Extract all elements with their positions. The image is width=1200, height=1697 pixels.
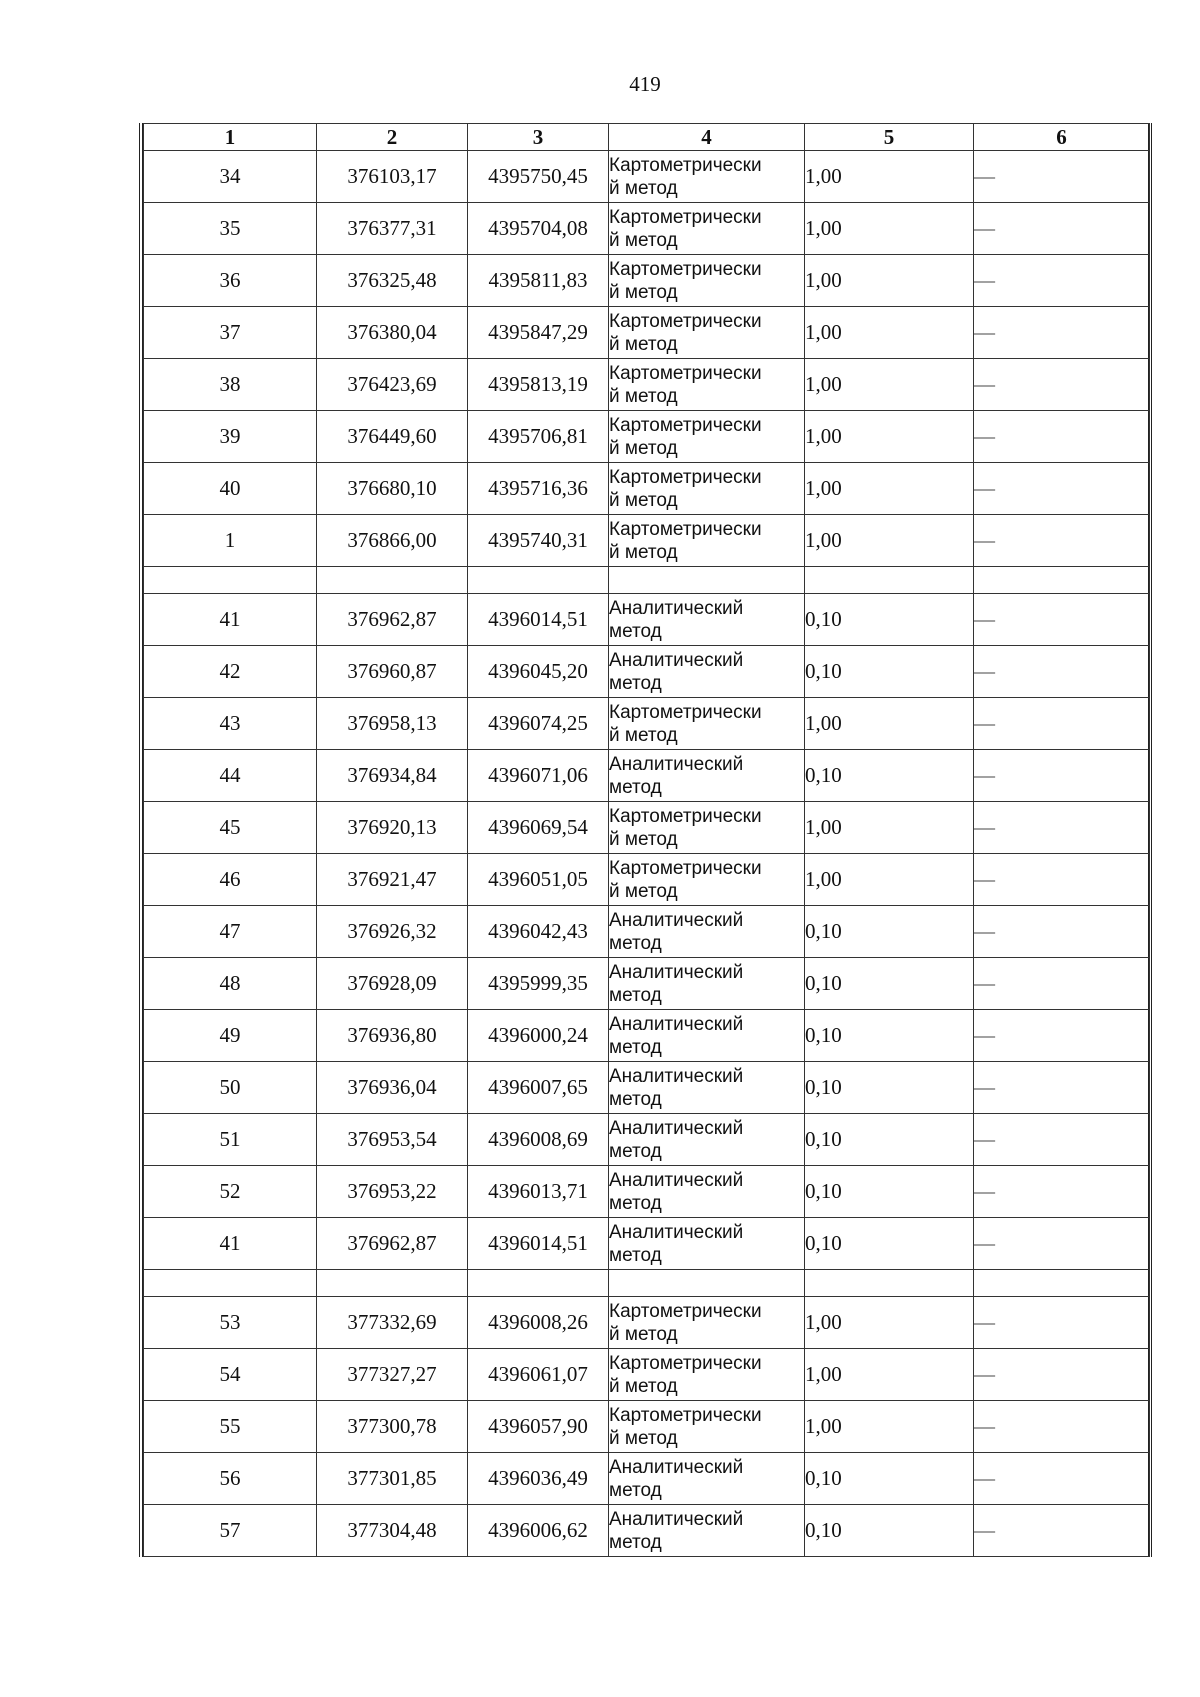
method-cell — [609, 1010, 805, 1062]
y-coordinate-cell: 4395704,08 — [468, 203, 609, 255]
y-coordinate-cell: 4396042,43 — [468, 906, 609, 958]
method-line-2: метод — [609, 1192, 662, 1214]
point-number-cell: 39 — [144, 411, 317, 463]
y-coordinate-cell: 4395999,35 — [468, 958, 609, 1010]
accuracy-cell: 1,00 — [805, 359, 974, 411]
x-coordinate-cell: 376921,47 — [317, 854, 468, 906]
table-row — [144, 1297, 1150, 1349]
method-line-2: й метод — [609, 1375, 678, 1397]
y-coordinate-cell: 4396057,90 — [468, 1401, 609, 1453]
point-number-cell: 46 — [144, 854, 317, 906]
y-coordinate-cell: 4395811,83 — [468, 255, 609, 307]
point-number-cell: 52 — [144, 1166, 317, 1218]
table-row — [144, 1453, 1150, 1505]
point-number-cell: 43 — [144, 698, 317, 750]
x-coordinate-cell: 376325,48 — [317, 255, 468, 307]
y-coordinate-cell: 4395847,29 — [468, 307, 609, 359]
accuracy-cell: 0,10 — [805, 1505, 974, 1557]
accuracy-cell: 1,00 — [805, 411, 974, 463]
table-row — [144, 411, 1150, 463]
y-coordinate-cell: 4396013,71 — [468, 1166, 609, 1218]
note-cell: — — [974, 1505, 1150, 1557]
point-number-cell: 51 — [144, 1114, 317, 1166]
note-cell: — — [974, 463, 1150, 515]
method-line-1: Аналитический — [609, 909, 744, 931]
accuracy-cell: 1,00 — [805, 1297, 974, 1349]
method-line-2: й метод — [609, 489, 678, 511]
empty-cell — [468, 567, 609, 594]
point-number-cell: 35 — [144, 203, 317, 255]
empty-cell — [805, 1270, 974, 1297]
method-cell — [609, 463, 805, 515]
point-number-cell: 36 — [144, 255, 317, 307]
table-header-row — [144, 124, 1150, 151]
accuracy-cell: 0,10 — [805, 1010, 974, 1062]
method-cell — [609, 1401, 805, 1453]
column-header: 6 — [974, 124, 1150, 151]
method-line-1: Картометрически — [609, 414, 762, 436]
method-line-1: Картометрически — [609, 701, 762, 723]
accuracy-cell: 1,00 — [805, 307, 974, 359]
point-number-cell: 42 — [144, 646, 317, 698]
x-coordinate-cell: 376936,04 — [317, 1062, 468, 1114]
point-number-cell: 41 — [144, 1218, 317, 1270]
coordinates-table-frame — [139, 123, 1152, 1557]
y-coordinate-cell: 4396014,51 — [468, 594, 609, 646]
table-row — [144, 1010, 1150, 1062]
accuracy-cell: 1,00 — [805, 1401, 974, 1453]
table-row — [144, 1401, 1150, 1453]
accuracy-cell: 1,00 — [805, 515, 974, 567]
point-number-cell: 41 — [144, 594, 317, 646]
x-coordinate-cell: 376920,13 — [317, 802, 468, 854]
y-coordinate-cell: 4396061,07 — [468, 1349, 609, 1401]
point-number-cell: 53 — [144, 1297, 317, 1349]
method-cell — [609, 906, 805, 958]
method-line-1: Аналитический — [609, 1456, 744, 1478]
method-line-2: й метод — [609, 541, 678, 563]
y-coordinate-cell: 4396074,25 — [468, 698, 609, 750]
y-coordinate-cell: 4395706,81 — [468, 411, 609, 463]
note-cell: — — [974, 515, 1150, 567]
x-coordinate-cell: 376953,22 — [317, 1166, 468, 1218]
y-coordinate-cell: 4396036,49 — [468, 1453, 609, 1505]
note-cell: — — [974, 1401, 1150, 1453]
method-line-1: Аналитический — [609, 753, 744, 775]
note-cell: — — [974, 1010, 1150, 1062]
table-row — [144, 1349, 1150, 1401]
point-number-cell: 56 — [144, 1453, 317, 1505]
method-line-2: й метод — [609, 333, 678, 355]
method-line-1: Картометрически — [609, 1300, 762, 1322]
accuracy-cell: 0,10 — [805, 958, 974, 1010]
method-line-1: Аналитический — [609, 1221, 744, 1243]
table-spacer-row — [144, 1270, 1150, 1297]
x-coordinate-cell: 376449,60 — [317, 411, 468, 463]
method-line-2: метод — [609, 1088, 662, 1110]
empty-cell — [609, 1270, 805, 1297]
x-coordinate-cell: 377300,78 — [317, 1401, 468, 1453]
method-line-2: метод — [609, 1036, 662, 1058]
note-cell: — — [974, 307, 1150, 359]
accuracy-cell: 0,10 — [805, 1453, 974, 1505]
y-coordinate-cell: 4396071,06 — [468, 750, 609, 802]
accuracy-cell: 1,00 — [805, 854, 974, 906]
method-cell — [609, 750, 805, 802]
empty-cell — [317, 1270, 468, 1297]
x-coordinate-cell: 376962,87 — [317, 594, 468, 646]
table-row — [144, 203, 1150, 255]
point-number-cell: 44 — [144, 750, 317, 802]
method-line-2: й метод — [609, 1427, 678, 1449]
empty-cell — [317, 567, 468, 594]
x-coordinate-cell: 377304,48 — [317, 1505, 468, 1557]
table-row — [144, 515, 1150, 567]
note-cell: — — [974, 151, 1150, 203]
method-line-1: Аналитический — [609, 961, 744, 983]
note-cell: — — [974, 802, 1150, 854]
method-line-2: метод — [609, 1479, 662, 1501]
accuracy-cell: 0,10 — [805, 646, 974, 698]
empty-cell — [468, 1270, 609, 1297]
table-row — [144, 1505, 1150, 1557]
point-number-cell: 47 — [144, 906, 317, 958]
table-body — [144, 124, 1150, 1557]
note-cell: — — [974, 594, 1150, 646]
y-coordinate-cell: 4395740,31 — [468, 515, 609, 567]
method-line-2: й метод — [609, 437, 678, 459]
note-cell: — — [974, 255, 1150, 307]
note-cell: — — [974, 1062, 1150, 1114]
table-row — [144, 307, 1150, 359]
method-line-1: Картометрически — [609, 466, 762, 488]
x-coordinate-cell: 376866,00 — [317, 515, 468, 567]
method-cell — [609, 1297, 805, 1349]
table-row — [144, 463, 1150, 515]
x-coordinate-cell: 377332,69 — [317, 1297, 468, 1349]
accuracy-cell: 0,10 — [805, 1062, 974, 1114]
note-cell: — — [974, 359, 1150, 411]
method-cell — [609, 359, 805, 411]
table-row — [144, 1166, 1150, 1218]
point-number-cell: 49 — [144, 1010, 317, 1062]
column-header: 2 — [317, 124, 468, 151]
point-number-cell: 37 — [144, 307, 317, 359]
table-row — [144, 854, 1150, 906]
method-line-1: Картометрически — [609, 1404, 762, 1426]
accuracy-cell: 0,10 — [805, 906, 974, 958]
method-line-2: й метод — [609, 385, 678, 407]
table-row — [144, 906, 1150, 958]
note-cell: — — [974, 411, 1150, 463]
accuracy-cell: 1,00 — [805, 463, 974, 515]
method-line-2: й метод — [609, 281, 678, 303]
method-cell — [609, 958, 805, 1010]
coordinates-table — [143, 123, 1150, 1557]
y-coordinate-cell: 4395750,45 — [468, 151, 609, 203]
method-cell — [609, 646, 805, 698]
method-cell — [609, 151, 805, 203]
empty-cell — [805, 567, 974, 594]
table-row — [144, 698, 1150, 750]
x-coordinate-cell: 377327,27 — [317, 1349, 468, 1401]
method-cell — [609, 698, 805, 750]
column-header: 3 — [468, 124, 609, 151]
x-coordinate-cell: 376423,69 — [317, 359, 468, 411]
method-line-2: й метод — [609, 828, 678, 850]
empty-cell — [144, 1270, 317, 1297]
table-row — [144, 151, 1150, 203]
y-coordinate-cell: 4396008,69 — [468, 1114, 609, 1166]
note-cell: — — [974, 1166, 1150, 1218]
method-cell — [609, 307, 805, 359]
x-coordinate-cell: 377301,85 — [317, 1453, 468, 1505]
x-coordinate-cell: 376936,80 — [317, 1010, 468, 1062]
method-line-1: Аналитический — [609, 1013, 744, 1035]
method-line-1: Картометрически — [609, 154, 762, 176]
accuracy-cell: 0,10 — [805, 1218, 974, 1270]
accuracy-cell: 0,10 — [805, 594, 974, 646]
point-number-cell: 45 — [144, 802, 317, 854]
x-coordinate-cell: 376960,87 — [317, 646, 468, 698]
table-row — [144, 646, 1150, 698]
method-line-2: метод — [609, 1531, 662, 1553]
y-coordinate-cell: 4396006,62 — [468, 1505, 609, 1557]
method-line-2: й метод — [609, 1323, 678, 1345]
method-line-2: метод — [609, 620, 662, 642]
y-coordinate-cell: 4395716,36 — [468, 463, 609, 515]
table-row — [144, 1062, 1150, 1114]
method-cell — [609, 1166, 805, 1218]
point-number-cell: 48 — [144, 958, 317, 1010]
method-cell — [609, 515, 805, 567]
y-coordinate-cell: 4396007,65 — [468, 1062, 609, 1114]
y-coordinate-cell: 4395813,19 — [468, 359, 609, 411]
note-cell: — — [974, 1453, 1150, 1505]
method-line-1: Картометрически — [609, 258, 762, 280]
note-cell: — — [974, 1297, 1150, 1349]
y-coordinate-cell: 4396014,51 — [468, 1218, 609, 1270]
table-row — [144, 1114, 1150, 1166]
point-number-cell: 50 — [144, 1062, 317, 1114]
method-cell — [609, 594, 805, 646]
accuracy-cell: 1,00 — [805, 802, 974, 854]
note-cell: — — [974, 958, 1150, 1010]
method-line-1: Аналитический — [609, 1169, 744, 1191]
empty-cell — [974, 1270, 1150, 1297]
method-cell — [609, 1453, 805, 1505]
method-line-1: Аналитический — [609, 649, 744, 671]
y-coordinate-cell: 4396045,20 — [468, 646, 609, 698]
point-number-cell: 40 — [144, 463, 317, 515]
x-coordinate-cell: 376928,09 — [317, 958, 468, 1010]
method-line-1: Аналитический — [609, 1117, 744, 1139]
method-line-2: метод — [609, 1140, 662, 1162]
accuracy-cell: 1,00 — [805, 698, 974, 750]
y-coordinate-cell: 4396000,24 — [468, 1010, 609, 1062]
point-number-cell: 55 — [144, 1401, 317, 1453]
accuracy-cell: 0,10 — [805, 1114, 974, 1166]
note-cell: — — [974, 1218, 1150, 1270]
method-line-1: Картометрически — [609, 206, 762, 228]
method-line-1: Картометрически — [609, 1352, 762, 1374]
note-cell: — — [974, 906, 1150, 958]
method-cell — [609, 203, 805, 255]
method-line-2: й метод — [609, 880, 678, 902]
y-coordinate-cell: 4396008,26 — [468, 1297, 609, 1349]
method-line-1: Аналитический — [609, 1508, 744, 1530]
method-cell — [609, 1114, 805, 1166]
method-line-1: Картометрически — [609, 805, 762, 827]
empty-cell — [974, 567, 1150, 594]
x-coordinate-cell: 376953,54 — [317, 1114, 468, 1166]
note-cell: — — [974, 203, 1150, 255]
note-cell: — — [974, 1349, 1150, 1401]
accuracy-cell: 0,10 — [805, 750, 974, 802]
x-coordinate-cell: 376377,31 — [317, 203, 468, 255]
method-line-1: Картометрически — [609, 518, 762, 540]
method-line-2: й метод — [609, 229, 678, 251]
note-cell: — — [974, 698, 1150, 750]
method-line-2: метод — [609, 776, 662, 798]
method-line-1: Картометрически — [609, 310, 762, 332]
y-coordinate-cell: 4396051,05 — [468, 854, 609, 906]
accuracy-cell: 1,00 — [805, 151, 974, 203]
point-number-cell: 57 — [144, 1505, 317, 1557]
method-line-2: метод — [609, 672, 662, 694]
method-line-1: Аналитический — [609, 597, 744, 619]
table-row — [144, 1218, 1150, 1270]
x-coordinate-cell: 376103,17 — [317, 151, 468, 203]
column-header: 1 — [144, 124, 317, 151]
accuracy-cell: 1,00 — [805, 1349, 974, 1401]
method-cell — [609, 854, 805, 906]
table-row — [144, 750, 1150, 802]
point-number-cell: 38 — [144, 359, 317, 411]
method-cell — [609, 1505, 805, 1557]
note-cell: — — [974, 1114, 1150, 1166]
method-cell — [609, 1218, 805, 1270]
method-line-2: метод — [609, 984, 662, 1006]
accuracy-cell: 1,00 — [805, 203, 974, 255]
method-line-1: Картометрически — [609, 362, 762, 384]
empty-cell — [144, 567, 317, 594]
method-cell — [609, 802, 805, 854]
table-row — [144, 958, 1150, 1010]
method-cell — [609, 1062, 805, 1114]
table-row — [144, 255, 1150, 307]
method-line-2: метод — [609, 932, 662, 954]
method-line-1: Картометрически — [609, 857, 762, 879]
column-header: 4 — [609, 124, 805, 151]
method-cell — [609, 1349, 805, 1401]
column-header: 5 — [805, 124, 974, 151]
note-cell: — — [974, 750, 1150, 802]
note-cell: — — [974, 646, 1150, 698]
table-row — [144, 359, 1150, 411]
method-cell — [609, 255, 805, 307]
method-line-2: й метод — [609, 177, 678, 199]
table-spacer-row — [144, 567, 1150, 594]
x-coordinate-cell: 376926,32 — [317, 906, 468, 958]
point-number-cell: 54 — [144, 1349, 317, 1401]
point-number-cell: 1 — [144, 515, 317, 567]
method-line-2: й метод — [609, 724, 678, 746]
point-number-cell: 34 — [144, 151, 317, 203]
page-number: 419 — [629, 72, 661, 96]
x-coordinate-cell: 376958,13 — [317, 698, 468, 750]
x-coordinate-cell: 376962,87 — [317, 1218, 468, 1270]
method-line-2: метод — [609, 1244, 662, 1266]
table-row — [144, 802, 1150, 854]
x-coordinate-cell: 376680,10 — [317, 463, 468, 515]
method-line-1: Аналитический — [609, 1065, 744, 1087]
accuracy-cell: 0,10 — [805, 1166, 974, 1218]
method-cell — [609, 411, 805, 463]
x-coordinate-cell: 376934,84 — [317, 750, 468, 802]
empty-cell — [609, 567, 805, 594]
x-coordinate-cell: 376380,04 — [317, 307, 468, 359]
accuracy-cell: 1,00 — [805, 255, 974, 307]
table-row — [144, 594, 1150, 646]
y-coordinate-cell: 4396069,54 — [468, 802, 609, 854]
note-cell: — — [974, 854, 1150, 906]
